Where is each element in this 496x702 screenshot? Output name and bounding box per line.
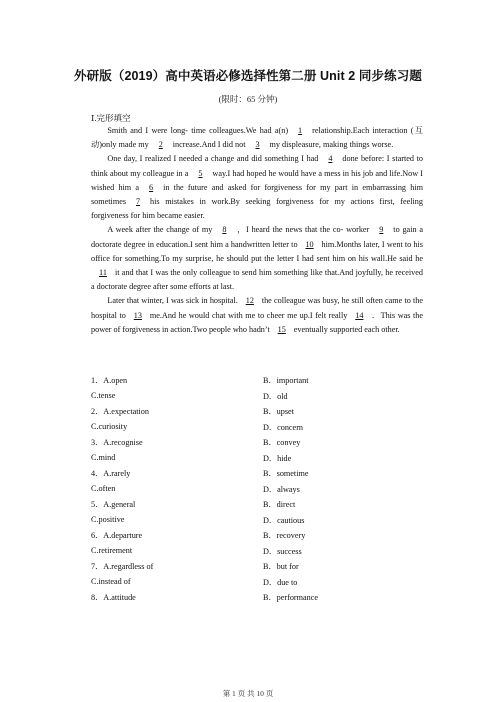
option-right: B．important xyxy=(263,376,309,385)
paragraph-text: to gain a doctorate degree in education.I sent him a handwritten letter to xyxy=(91,225,423,249)
paragraph-text: me.And he would chat with me to cheer me up.I felt really xyxy=(149,310,348,320)
option-left: 2．A.expectation xyxy=(91,407,149,416)
option-left: C.tense xyxy=(91,390,116,400)
blank-4: 4 xyxy=(328,154,333,164)
option-right: B．convey xyxy=(263,438,301,447)
paragraph-text: it and that I was the only colleague to send him something like that.And joyfully, he received a doctorate degree after some efforts at last. xyxy=(91,268,423,292)
option-row xyxy=(91,546,421,562)
paragraph-text: ．This was the power of forgiveness in action.Two people who hadn’t xyxy=(91,310,424,334)
option-row xyxy=(91,468,421,484)
paragraph-4 xyxy=(91,294,423,337)
option-row xyxy=(91,391,421,407)
blank-5: 5 xyxy=(198,168,203,178)
paragraph-text: done before: I started to think about my colleague in a xyxy=(91,154,423,178)
paragraph-1 xyxy=(91,124,423,152)
option-right: B．sometime xyxy=(263,469,309,478)
option-row xyxy=(91,437,421,453)
paragraph-2 xyxy=(91,152,423,223)
option-left: C.positive xyxy=(91,514,125,524)
paragraph-text: Smith and I were long- time colleagues.We had a(n) xyxy=(107,126,289,135)
option-left: 3．A.recognise xyxy=(91,438,143,447)
blank-6: 6 xyxy=(149,182,154,192)
blank-8: 8 xyxy=(222,225,227,235)
option-row xyxy=(91,561,421,577)
paragraph-text: my displeasure, making things worse. xyxy=(269,140,394,150)
option-right: D．success xyxy=(263,546,302,556)
option-left: C.instead of xyxy=(91,576,131,586)
option-row xyxy=(91,422,421,438)
option-left: C.curiosity xyxy=(91,421,128,431)
option-left: C.retirement xyxy=(91,545,133,555)
paragraph-text: A week after the change of my xyxy=(107,225,213,235)
option-left: 4．A.rarely xyxy=(91,469,131,478)
page-footer: 第 1 页 共 10 页 xyxy=(222,689,274,698)
paragraph-text: relationship.Each interaction (互动)only made my xyxy=(91,126,423,150)
option-row xyxy=(91,453,421,469)
blank-12: 12 xyxy=(245,296,254,306)
blank-9: 9 xyxy=(379,225,384,235)
option-row xyxy=(91,515,421,531)
option-row xyxy=(91,592,421,608)
option-left: 1．A.open xyxy=(91,376,128,385)
option-right: B．upset xyxy=(263,407,294,416)
answer-options xyxy=(91,375,421,608)
blank-3: 3 xyxy=(255,140,260,150)
paragraph-text: One day, I realized I needed a change and did something I had xyxy=(107,154,319,164)
time-limit: (限时：65 分钟) xyxy=(218,94,278,104)
option-left: 8．A.attitude xyxy=(91,593,136,602)
option-right: D．old xyxy=(263,391,288,401)
option-right: D．always xyxy=(263,484,300,494)
option-right: D．concern xyxy=(263,422,304,432)
paragraph-text: the colleague was busy, he still often came to the hospital to xyxy=(91,296,423,320)
paragraph-text: way.I had hoped he would have a mess in his job and life.Now I wished him a xyxy=(91,168,423,192)
option-left: 7．A.regardless of xyxy=(91,562,154,571)
option-right: D．cautious xyxy=(263,515,305,525)
paragraph-text: ，I heard the news that the co- worker xyxy=(236,225,370,235)
blank-10: 10 xyxy=(305,239,314,249)
passage xyxy=(91,124,423,337)
paragraph-3 xyxy=(91,223,423,294)
option-right: B．recovery xyxy=(263,531,306,540)
blank-11: 11 xyxy=(99,268,107,278)
paragraph-text: Later that winter, I was sick in hospital. xyxy=(107,296,238,306)
option-left: C.mind xyxy=(91,452,116,462)
paragraph-text: his mistakes in work.By seeking forgiveness for my actions first, feeling forgiveness for him became easier. xyxy=(91,197,423,221)
option-row xyxy=(91,375,421,391)
blank-7: 7 xyxy=(135,197,141,207)
option-row xyxy=(91,577,421,593)
option-right: B．performance xyxy=(263,593,319,602)
paragraph-text: in the future and asked for forgiveness for my part in embarrassing him sometimes xyxy=(91,182,423,207)
option-row xyxy=(91,499,421,515)
blank-2: 2 xyxy=(158,140,163,150)
blank-1: 1 xyxy=(298,126,303,135)
option-right: B．but for xyxy=(263,562,299,571)
paragraph-text: increase.And I did not xyxy=(172,140,246,150)
section-title: Ⅰ.完形填空 xyxy=(91,113,131,123)
blank-14: 14 xyxy=(355,310,364,320)
option-right: D．due to xyxy=(263,577,298,587)
option-row xyxy=(91,406,421,422)
option-left: 5．A.general xyxy=(91,500,136,509)
paragraph-text: him.Months later, I went to his office for something.To my surprise, he should put the letter I had sent him on his wall.He said he xyxy=(91,239,423,263)
page-title: 外研版（2019）高中英语必修选择性第二册 Unit 2 同步练习题 xyxy=(74,69,422,83)
option-row xyxy=(91,484,421,500)
option-right: D．hide xyxy=(263,453,292,463)
paragraph-text: eventually supported each other. xyxy=(293,324,400,334)
blank-13: 13 xyxy=(133,310,142,320)
option-left: C.often xyxy=(91,483,116,493)
option-right: B．direct xyxy=(263,500,296,509)
option-row xyxy=(91,530,421,546)
option-left: 6．A.departure xyxy=(91,531,143,540)
blank-15: 15 xyxy=(277,324,286,334)
